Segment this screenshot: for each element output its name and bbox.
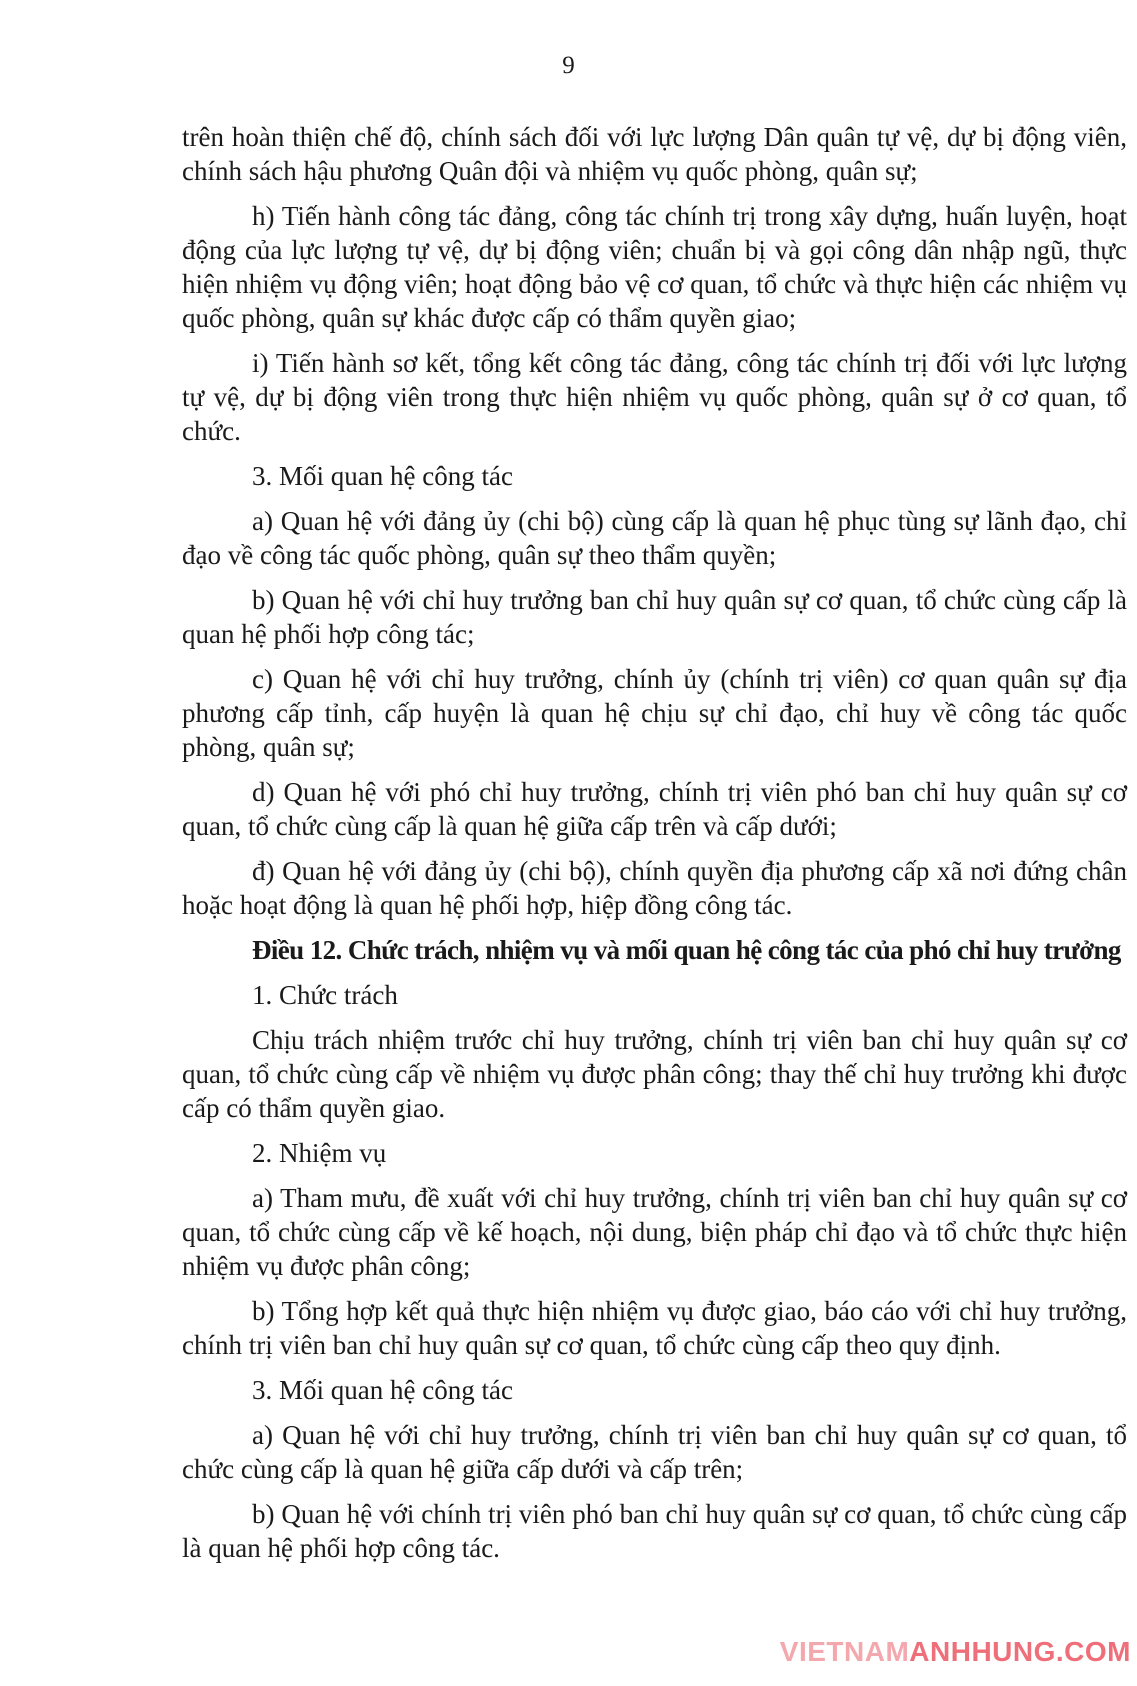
paragraph-duties: Chịu trách nhiệm trước chỉ huy trưởng, chính trị viên ban chỉ huy quân sự cơ quan, tổ chức cùng cấp về nhiệm vụ được phân công; thay thế chỉ huy trưởng khi được cấp có thẩm quyền giao. (182, 1025, 1127, 1123)
watermark-part1: VIETNAM (779, 1636, 910, 1667)
paragraph-relation-a: a) Quan hệ với đảng ủy (chi bộ) cùng cấp là quan hệ phục tùng sự lãnh đạo, chỉ đạo về công tác quốc phòng, quân sự theo thẩm quyền; (182, 506, 1127, 570)
paragraph-relation-2-a: a) Quan hệ với chỉ huy trưởng, chính trị viên ban chỉ huy quân sự cơ quan, tổ chức cùng cấp là quan hệ giữa cấp dưới và cấp trên; (182, 1420, 1127, 1484)
paragraph-task-b: b) Tổng hợp kết quả thực hiện nhiệm vụ được giao, báo cáo với chỉ huy trưởng, chính trị viên ban chỉ huy quân sự cơ quan, tổ chức cùng cấp theo quy định. (182, 1296, 1127, 1360)
section-heading-relations-2: 3. Mối quan hệ công tác (252, 1375, 513, 1405)
paragraph-item-i: i) Tiến hành sơ kết, tổng kết công tác đảng, công tác chính trị đối với lực lượng tự vệ, dự bị động viên trong thực hiện nhiệm vụ quốc phòng, quân sự ở cơ quan, tổ chức. (182, 348, 1127, 446)
paragraph-item-h: h) Tiến hành công tác đảng, công tác chính trị trong xây dựng, huấn luyện, hoạt động của lực lượng tự vệ, dự bị động viên; chuẩn bị và gọi công dân nhập ngũ, thực hiện nhiệm vụ động viên; hoạt động bảo vệ cơ quan, tổ chức và thực hiện các nhiệm vụ quốc phòng, quân sự khác được cấp có thẩm quyền giao; (182, 201, 1127, 333)
watermark (780, 1636, 1131, 1668)
paragraph-relation-d: d) Quan hệ với phó chỉ huy trưởng, chính trị viên phó ban chỉ huy quân sự cơ quan, tổ chức cùng cấp là quan hệ giữa cấp trên và cấp dưới; (182, 777, 1127, 841)
paragraph-continuation: trên hoàn thiện chế độ, chính sách đối với lực lượng Dân quân tự vệ, dự bị động viên, chính sách hậu phương Quân đội và nhiệm vụ quốc phòng, quân sự; (182, 122, 1127, 186)
paragraph-relation-dd: đ) Quan hệ với đảng ủy (chi bộ), chính quyền địa phương cấp xã nơi đứng chân hoặc hoạt động là quan hệ phối hợp, hiệp đồng công tác. (182, 856, 1127, 920)
section-heading-duties: 1. Chức trách (252, 980, 398, 1010)
paragraph-relation-c: c) Quan hệ với chỉ huy trưởng, chính ủy (chính trị viên) cơ quan quân sự địa phương cấp tỉnh, cấp huyện là quan hệ chịu sự chỉ đạo, chỉ huy về công tác quốc phòng, quân sự; (182, 664, 1127, 762)
document-body (182, 120, 1127, 1576)
paragraph-relation-b: b) Quan hệ với chỉ huy trưởng ban chỉ huy quân sự cơ quan, tổ chức cùng cấp là quan hệ phối hợp công tác; (182, 585, 1127, 649)
section-heading-relations: 3. Mối quan hệ công tác (252, 461, 513, 491)
paragraph-relation-2-b: b) Quan hệ với chính trị viên phó ban chỉ huy quân sự cơ quan, tổ chức cùng cấp là quan hệ phối hợp công tác. (182, 1499, 1127, 1563)
article-12-heading: Điều 12. Chức trách, nhiệm vụ và mối quan hệ công tác của phó chỉ huy trưởng (252, 935, 1121, 965)
watermark-part2: ANHHUNG.COM (909, 1636, 1131, 1667)
page-number: 9 (562, 52, 575, 79)
section-heading-tasks: 2. Nhiệm vụ (252, 1138, 387, 1168)
paragraph-task-a: a) Tham mưu, đề xuất với chỉ huy trưởng, chính trị viên ban chỉ huy quân sự cơ quan, tổ chức cùng cấp về kế hoạch, nội dung, biện pháp chỉ đạo và tổ chức thực hiện nhiệm vụ được phân công; (182, 1183, 1127, 1281)
